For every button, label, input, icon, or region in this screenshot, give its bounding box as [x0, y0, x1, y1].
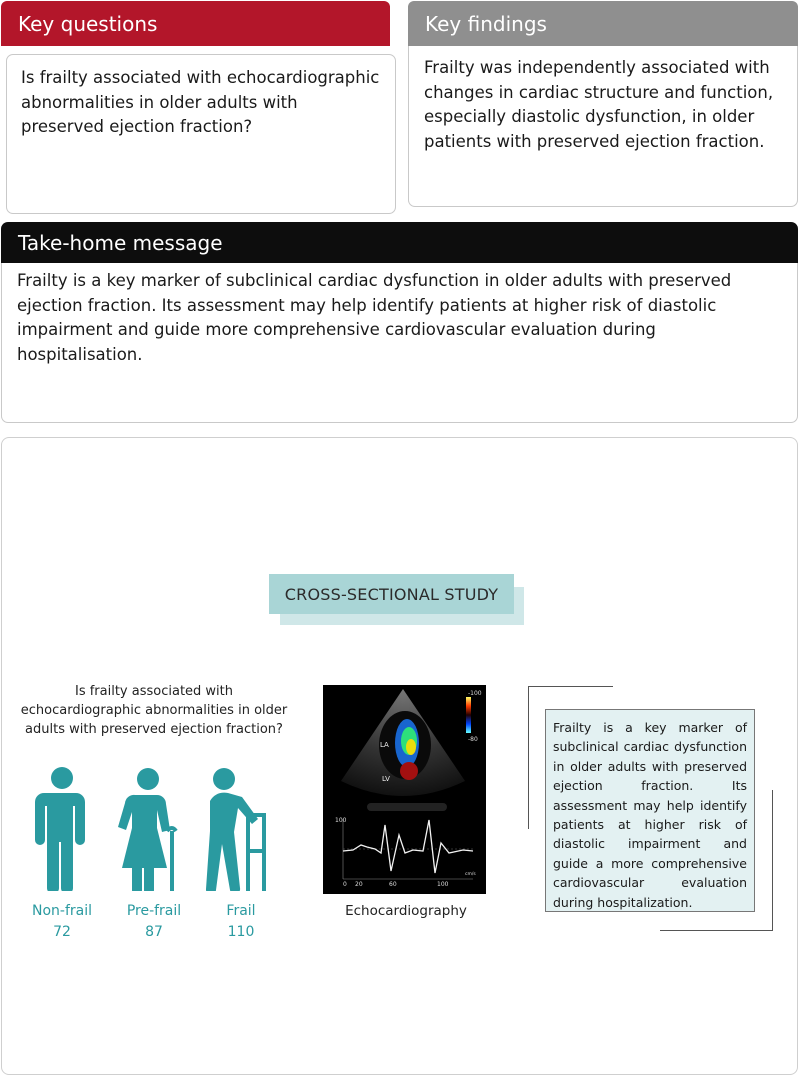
doppler-x-tick-3: 100 [437, 881, 449, 888]
lv-label: LV [382, 775, 390, 783]
take-home-title: Take-home message [18, 230, 223, 255]
doppler-x-tick-1: 20 [355, 881, 363, 888]
color-scale-bottom: -80 [468, 736, 478, 743]
pre-frail-count: 87 [145, 924, 163, 940]
doppler-units: cm/s [465, 872, 476, 877]
doppler-zero: 0 [343, 881, 347, 888]
echo-drawing [323, 685, 486, 894]
key-questions-text: Is frailty associated with echocardiographic abnormalities in older adults with preserved ejection fraction? [21, 68, 380, 136]
echocardiography-caption: Echocardiography [345, 903, 467, 919]
pre-frail-person-icon [115, 765, 183, 891]
non-frail-label: Non-frail [31, 903, 92, 919]
take-home-header [1, 222, 798, 263]
key-findings-text: Frailty was independently associated with changes in cardiac structure and function, especially diastolic dysfunction, in older patients with preserved ejection fraction. [424, 58, 774, 151]
study-type-badge [269, 574, 514, 614]
abstract-message-text: Frailty is a key marker of subclinical cardiac dysfunction in older adults with preserved ejection fraction. Its assessment may help identify patients at higher risk of diastolic impairment and guide a more comprehensive cardiovascular evaluation during hospitalization. [553, 720, 747, 910]
non-frail-person-icon [30, 765, 94, 891]
key-questions-title: Key questions [18, 11, 158, 36]
study-type-label: CROSS-SECTIONAL STUDY [284, 584, 499, 604]
doppler-y-tick: 100 [335, 817, 347, 824]
frail-count: 110 [227, 924, 255, 940]
key-findings-title: Key findings [425, 11, 547, 36]
take-home-text: Frailty is a key marker of subclinical cardiac dysfunction in older adults with preserved ejection fraction. Its assessment may help identify patients at higher risk of diastolic impairment and guide more comprehensive cardiovascular evaluation during hospitalisation. [17, 271, 732, 364]
abstract-question: Is frailty associated with echocardiographic abnormalities in older adults with preserved ejection fraction? [20, 684, 288, 737]
key-findings-panel [408, 46, 798, 207]
non-frail-count: 72 [53, 924, 71, 940]
key-questions-header [1, 1, 390, 46]
la-label: LA [380, 741, 389, 749]
pre-frail-label: Pre-frail [126, 903, 182, 919]
abstract-message-box [545, 709, 755, 912]
color-scale-top: -100 [468, 690, 482, 697]
key-questions-panel [6, 54, 396, 214]
take-home-panel [1, 263, 798, 423]
key-findings-header [408, 1, 798, 46]
doppler-x-tick-2: 60 [389, 881, 397, 888]
frail-label: Frail [226, 903, 256, 919]
echocardiography-image [323, 685, 486, 894]
frail-person-icon [200, 765, 270, 891]
